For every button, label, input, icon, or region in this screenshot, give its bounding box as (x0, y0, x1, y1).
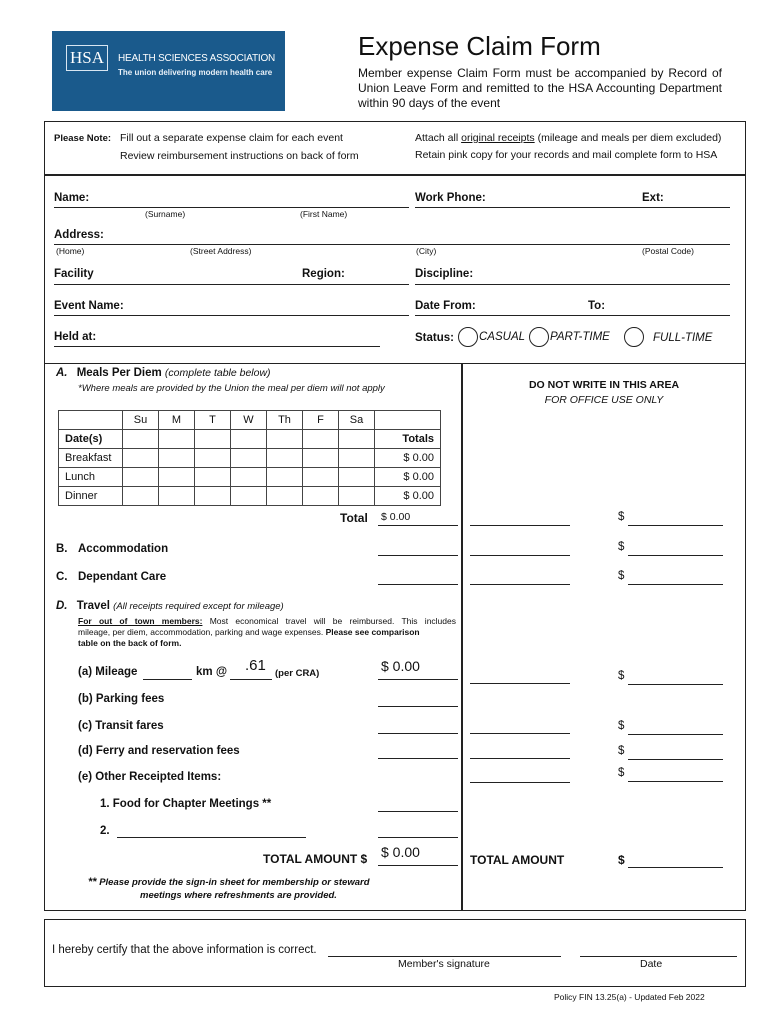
travel-bold3: table on the back of form. (78, 638, 182, 648)
travel-total-label: TOTAL AMOUNT $ (263, 852, 368, 866)
office-line-mileage (470, 683, 570, 684)
postal-hint: (Postal Code) (642, 246, 694, 256)
travel-text1: Most economical travel will be reimbursed. This includes (202, 616, 456, 626)
date-from-label: Date From: (415, 300, 476, 312)
signature-label: Member's signature (398, 958, 490, 970)
meal-cell[interactable] (195, 468, 231, 487)
dependant-care-letter: C. (56, 571, 68, 583)
meal-cell[interactable] (303, 449, 339, 468)
meal-cell[interactable] (339, 468, 375, 487)
food-field[interactable] (378, 811, 458, 812)
meal-cell[interactable] (303, 487, 339, 506)
footnote-text1: Please provide the sign-in sheet for membership or steward (99, 877, 370, 888)
day-th: Th (267, 411, 303, 430)
held-at-field[interactable] (54, 346, 380, 347)
breakfast-row (59, 449, 441, 468)
receipts-link: original receipts (461, 132, 535, 144)
name-label: Name: (54, 192, 90, 204)
date-cell[interactable] (159, 430, 195, 449)
note-right1-post: (mileage and meals per diem excluded) (534, 132, 722, 144)
dates-row (59, 430, 441, 449)
meal-cell[interactable] (231, 468, 267, 487)
meal-cell[interactable] (231, 449, 267, 468)
travel-total-value: $ 0.00 (381, 844, 420, 860)
facility-field[interactable] (54, 284, 409, 285)
discipline-field[interactable] (415, 284, 730, 285)
dinner-total: $ 0.00 (375, 487, 441, 506)
note-line2: Review reimbursement instructions on back of form (120, 150, 359, 162)
meal-cell[interactable] (159, 487, 195, 506)
facility-label: Facility (54, 268, 94, 280)
accommodation-letter: B. (56, 543, 68, 555)
date-label: Date (640, 958, 663, 970)
meals-table (58, 410, 441, 506)
meal-cell[interactable] (159, 468, 195, 487)
travel-text2: mileage, per diem, accommodation, parking and wage expenses. (78, 627, 326, 637)
item2-description-field[interactable] (117, 837, 306, 838)
street-hint: (Street Address) (190, 246, 252, 256)
travel-desc-line2 (78, 627, 456, 638)
totals-label: Totals (375, 430, 441, 449)
meal-cell[interactable] (195, 449, 231, 468)
day-f: F (303, 411, 339, 430)
day-sa: Sa (339, 411, 375, 430)
meals-total-value: $ 0.00 (381, 511, 411, 523)
office-dollar-transit: $ (618, 720, 625, 732)
logo-tagline: The union delivering modern health care (118, 68, 273, 77)
casual-label: CASUAL (479, 331, 526, 343)
city-hint: (City) (416, 246, 437, 256)
mileage-rate: .61 (245, 657, 266, 674)
hsa-logo (52, 31, 285, 111)
office-amount-ferry (628, 759, 723, 760)
logo-name: HEALTH SCIENCES ASSOCIATION (118, 53, 276, 64)
footnote-stars: ** (88, 876, 97, 888)
day-su: Su (123, 411, 159, 430)
travel-description (78, 616, 456, 649)
meals-per-diem-note: *Where meals are provided by the Union the meal per diem will not apply (78, 383, 385, 394)
meal-cell[interactable] (303, 468, 339, 487)
transit-label: (c) Transit fares (78, 720, 164, 732)
dependant-care-field[interactable] (378, 584, 458, 585)
meal-cell[interactable] (267, 468, 303, 487)
part-time-radio[interactable] (529, 327, 549, 347)
to-label: To: (588, 300, 606, 312)
region-label: Region: (302, 268, 345, 280)
status-label: Status: (415, 332, 454, 344)
lunch-row (59, 468, 441, 487)
km-at-label: km @ (196, 666, 228, 678)
meal-cell[interactable] (123, 468, 159, 487)
policy-footer: Policy FIN 13.25(a) - Updated Feb 2022 (554, 992, 705, 1002)
certify-text: I hereby certify that the above information is correct. (52, 944, 317, 956)
office-amount-transit (628, 734, 723, 735)
mileage-value: $ 0.00 (381, 658, 420, 674)
meal-cell[interactable] (339, 449, 375, 468)
address-label: Address: (54, 229, 104, 241)
work-phone-label: Work Phone: (415, 192, 486, 204)
full-time-radio[interactable] (624, 327, 644, 347)
note-box (44, 121, 746, 175)
meal-cell[interactable] (339, 487, 375, 506)
travel-desc-line1 (78, 616, 456, 627)
meal-cell[interactable] (267, 487, 303, 506)
footnote (88, 876, 408, 902)
dates-label: Date(s) (59, 430, 123, 449)
lunch-total: $ 0.00 (375, 468, 441, 487)
date-cell[interactable] (267, 430, 303, 449)
note-right1 (415, 132, 721, 144)
mileage-rate-field[interactable] (230, 679, 272, 680)
address-field[interactable] (54, 244, 730, 245)
days-row (59, 411, 441, 430)
office-title: DO NOT WRITE IN THIS AREA (528, 379, 680, 391)
surname-hint: (Surname) (145, 209, 186, 219)
day-w: W (231, 411, 267, 430)
item2-amount-field[interactable] (378, 837, 458, 838)
travel-title: Travel (76, 600, 110, 612)
office-line-c (470, 584, 570, 585)
office-dollar-ferry: $ (618, 745, 625, 757)
page-title: Expense Claim Form (358, 31, 601, 61)
office-dollar-c: $ (618, 570, 625, 582)
meal-cell[interactable] (159, 449, 195, 468)
meals-total-field[interactable] (378, 525, 458, 526)
food-label: 1. Food for Chapter Meetings ** (100, 798, 272, 810)
meal-cell[interactable] (123, 487, 159, 506)
transit-field[interactable] (378, 733, 458, 734)
breakfast-total: $ 0.00 (375, 449, 441, 468)
travel-lead: For out of town members: (78, 616, 203, 626)
office-dollar-a: $ (618, 511, 625, 523)
travel-letter: D. (56, 600, 68, 612)
ferry-label: (d) Ferry and reservation fees (78, 745, 240, 757)
office-line-a (470, 525, 570, 526)
meal-cell[interactable] (123, 449, 159, 468)
accommodation-field[interactable] (378, 555, 458, 556)
page-subtitle: Member expense Claim Form must be accompanied by Record of Union Leave Form and remitted to the HSA Accounting Department within 90 days of the event (358, 66, 722, 110)
note-line1: Fill out a separate expense claim for each event (120, 132, 343, 144)
office-line-b (470, 555, 570, 556)
office-divider (461, 363, 463, 911)
footnote-line1 (88, 876, 408, 889)
date-cell[interactable] (123, 430, 159, 449)
discipline-label: Discipline: (415, 268, 474, 280)
casual-radio[interactable] (458, 327, 478, 347)
office-line-ferry (470, 758, 570, 759)
mileage-label: (a) Mileage (78, 666, 138, 678)
part-time-label: PART-TIME (550, 331, 610, 343)
day-t: T (195, 411, 231, 430)
travel-heading (56, 600, 284, 612)
date-cell[interactable] (303, 430, 339, 449)
work-phone-field[interactable] (415, 207, 730, 208)
date-cell[interactable] (339, 430, 375, 449)
office-subtitle: FOR OFFICE USE ONLY (544, 394, 664, 406)
office-line-transit (470, 733, 570, 734)
meals-letter: A. (56, 367, 68, 379)
ext-label: Ext: (642, 192, 664, 204)
office-total-label: TOTAL AMOUNT (470, 853, 565, 867)
meals-title: Meals Per Diem (76, 367, 162, 379)
date-from-field[interactable] (415, 315, 730, 316)
signature-field[interactable] (328, 956, 561, 957)
logo-abbr: HSA (66, 45, 108, 71)
parking-field[interactable] (378, 706, 458, 707)
note-label: Please Note: (54, 133, 112, 144)
parking-label: (b) Parking fees (78, 693, 165, 705)
travel-note: (All receipts required except for mileage) (113, 601, 284, 612)
dependant-care-label: Dependant Care (78, 571, 167, 583)
per-cra-label: (per CRA) (275, 668, 320, 679)
full-time-label: FULL-TIME (653, 332, 713, 344)
meals-note: (complete table below) (164, 367, 271, 379)
meals-heading (56, 367, 271, 379)
event-name-field[interactable] (54, 315, 409, 316)
office-dollar-b: $ (618, 541, 625, 553)
date-field[interactable] (580, 956, 737, 957)
held-at-label: Held at: (54, 331, 97, 343)
meal-cell[interactable] (195, 487, 231, 506)
meals-total-label: Total (340, 511, 368, 525)
mileage-amount-field[interactable] (378, 679, 458, 680)
date-cell[interactable] (195, 430, 231, 449)
office-amount-a (628, 525, 723, 526)
accommodation-label: Accommodation (78, 543, 169, 555)
office-dollar-other: $ (618, 767, 625, 779)
mileage-km-field[interactable] (143, 679, 192, 680)
note-right1-pre: Attach all (415, 132, 462, 144)
lunch-label: Lunch (59, 468, 123, 487)
office-amount-c (628, 584, 723, 585)
day-m: M (159, 411, 195, 430)
office-amount-other (628, 781, 723, 782)
dinner-label: Dinner (59, 487, 123, 506)
office-total-field (628, 867, 723, 868)
office-dollar-mileage: $ (618, 670, 625, 682)
travel-bold2: Please see comparison (325, 627, 420, 637)
office-amount-mileage (628, 684, 723, 685)
name-field[interactable] (54, 207, 409, 208)
office-total-dollar: $ (618, 853, 625, 867)
home-hint: (Home) (56, 246, 85, 256)
note-right2: Retain pink copy for your records and mail complete form to HSA (415, 149, 718, 161)
item2-label: 2. (100, 825, 110, 837)
meal-cell[interactable] (267, 449, 303, 468)
other-label: (e) Other Receipted Items: (78, 771, 222, 783)
first-name-hint: (First Name) (300, 209, 348, 219)
meal-cell[interactable] (231, 487, 267, 506)
office-amount-b (628, 555, 723, 556)
date-cell[interactable] (231, 430, 267, 449)
travel-total-field[interactable] (378, 865, 458, 866)
event-name-label: Event Name: (54, 300, 124, 312)
office-line-other (470, 782, 570, 783)
ferry-field[interactable] (378, 758, 458, 759)
dinner-row (59, 487, 441, 506)
breakfast-label: Breakfast (59, 449, 123, 468)
footnote-line2: meetings where refreshments are provided. (140, 890, 337, 901)
